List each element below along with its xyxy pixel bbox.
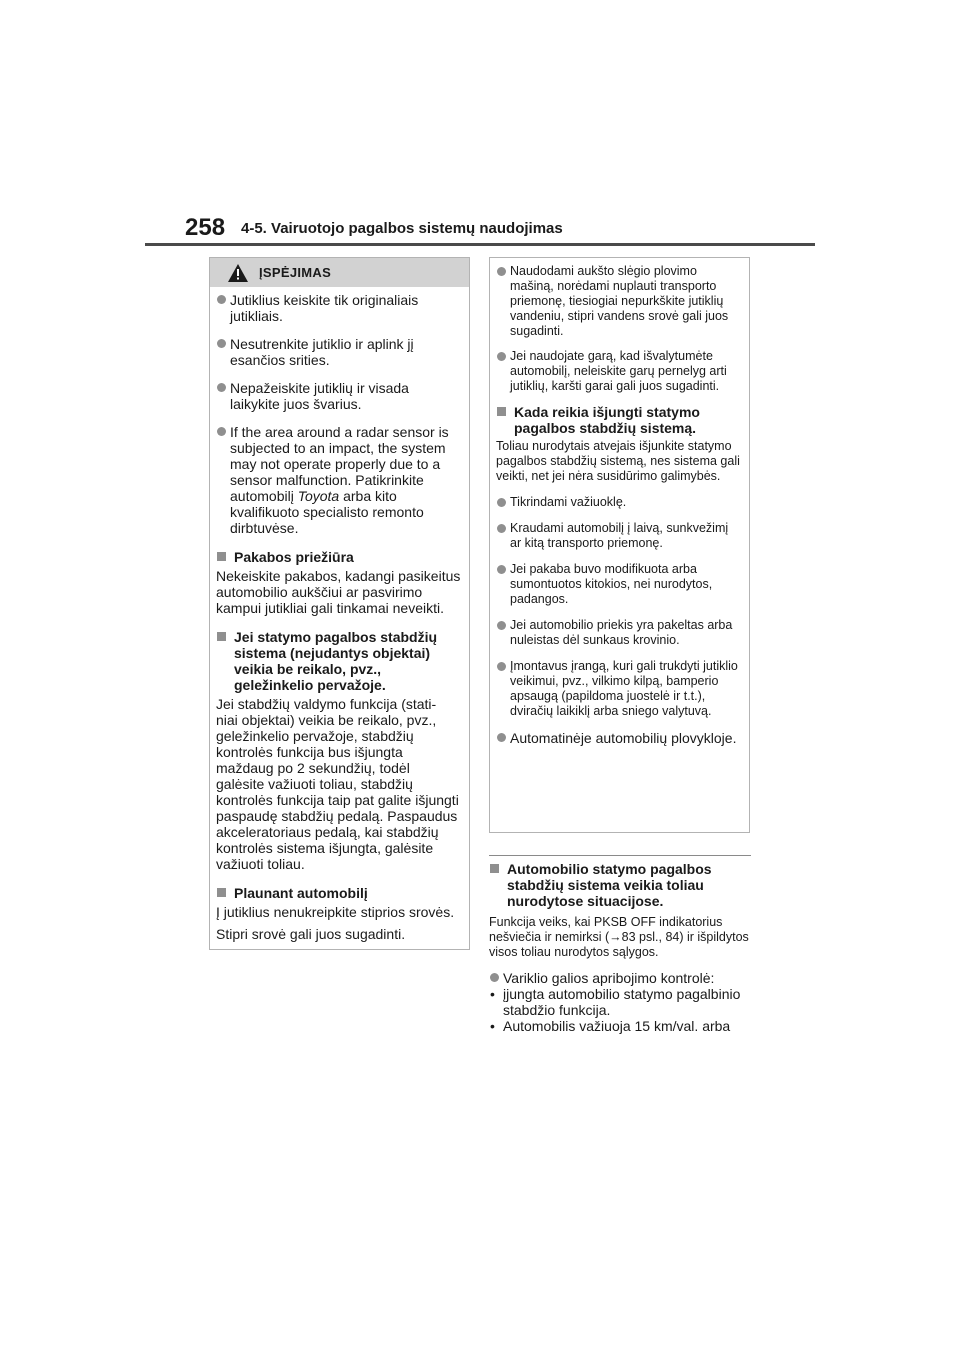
list-item: Jei naudojate garą, kad išvalytumėte automobilį, neleiskite garų pernelyg arti jutiklių, karšti garai gali juos sugadinti. — [496, 349, 741, 394]
list-item: Nesutrenkite jutiklio ir aplink jį esančios srities. — [216, 336, 461, 368]
bullet-dot — [497, 267, 506, 276]
warning-triangle-icon — [228, 264, 248, 282]
subsection-heading: Pakabos priežiūra — [216, 549, 461, 565]
bullet-dot — [217, 427, 226, 436]
square-bullet — [497, 407, 506, 416]
operating-conditions-section — [489, 855, 751, 1034]
page-number: 258 — [185, 214, 226, 241]
list-item: Tikrindami važiuoklę. — [496, 495, 741, 510]
paragraph: Jei stabdžių valdymo funkcija (stati- niai objektai) veikia be reikalo, pvz., geležinkelio pervažoje, stabdžių kontrolės funkcija bus išjungta maždaug po 2 sekundžių, todėl galėsite važiuoti toliau, stabdžių kontrolės funkcija taip pat galite išjungti paspaudę stabdžių pedalą. Paspaudus akceleratoriaus pedalą, kai stabdžių kontrolės sistema išjungta, galėsite važiuoti toliau. — [216, 696, 459, 872]
square-bullet — [217, 888, 226, 897]
bullet-dot — [490, 973, 499, 982]
square-bullet — [217, 632, 226, 641]
bullet-dot — [497, 524, 506, 533]
bullet-dot — [497, 498, 506, 507]
bullet-dot — [497, 662, 506, 671]
warning-header — [210, 258, 469, 287]
subsection-heading: Automobilio statymo pagalbos stabdžių sistema veikia toliau nurodytose situacijose. — [489, 861, 751, 909]
paragraph: Funkcija veiks, kai PKSB OFF indikatorius nešviečia ir nemirksi (→83 psl., 84) ir išpildytos visos toliau nurodytos sąlygos. — [489, 915, 749, 959]
header-rule — [145, 243, 815, 246]
subsection-heading: Jei statymo pagalbos stabdžių sistema (nejudantys objektai) veikia be reikalo, pvz., geležinkelio pervažoje. — [216, 629, 461, 693]
brand-name: Toyota — [297, 488, 340, 504]
warning-label: ĮSPĖJIMAS — [259, 265, 332, 280]
paragraph: Stipri srovė gali juos sugadinti. — [216, 926, 406, 942]
bullet-dot — [497, 565, 506, 574]
list-item: Kraudami automobilį į laivą, sunkvežimį ar kitą transporto priemonę. — [496, 521, 741, 551]
list-item: Variklio galios apribojimo kontrolė: — [489, 970, 751, 986]
subsection-heading: Kada reikia išjungti statymo pagalbos stabdžių sistemą. — [496, 404, 741, 436]
list-item: Automatinėje automobilių plovykloje. — [496, 730, 741, 746]
warning-box — [209, 257, 470, 950]
section-title: 4-5. Vairuotojo pagalbos sistemų naudojimas — [241, 220, 563, 237]
square-bullet — [490, 864, 499, 873]
list-item: Nepažeiskite jutiklių ir visada laikykite juos švarius. — [216, 380, 461, 412]
paragraph: Į jutiklius nenukreipkite stiprios srovės. — [216, 904, 455, 920]
bullet-dot — [217, 383, 226, 392]
bullet-dot — [497, 352, 506, 361]
list-item: Jei pakaba buvo modifikuota arba sumontuotos kitokios, nei nurodytos, padangos. — [496, 562, 741, 607]
page-header — [145, 215, 815, 245]
bullet-dot — [497, 621, 506, 630]
subsection-heading: Plaunant automobilį — [216, 885, 461, 901]
dash-item: • įjungta automobilio statymo pagalbinio stabdžio funkcija. — [490, 986, 741, 1018]
continued-box — [489, 257, 750, 833]
list-item: If the area around a radar sensor is subjected to an impact, the system may not operate properly due to a sensor malfunction. Patikrinkite automobilį Toyota arba kito kvalifikuoto specialisto remonto dirbtuvėse. — [216, 424, 461, 536]
list-item: Jutiklius keiskite tik originaliais jutikliais. — [216, 292, 461, 324]
bullet-dot — [497, 733, 506, 742]
list-item: Naudodami aukšto slėgio plovimo mašiną, norėdami nuplauti transporto priemonę, tiesiogiai nepurkškite jutiklių vandeniu, stipri vandens srovė gali juos sugadinti. — [496, 264, 741, 339]
list-item: Jei automobilio priekis yra pakeltas arba nuleistas dėl sunkaus krovinio. — [496, 618, 741, 648]
bullet-dot — [217, 339, 226, 348]
paragraph: Toliau nurodytais atvejais išjunkite statymo pagalbos stabdžių sistemą, nes sistema gali veikti, net jei nėra susidūrimo galimybės. — [496, 439, 740, 483]
dash-item: • Automobilis važiuoja 15 km/val. arba — [490, 1018, 731, 1034]
square-bullet — [217, 552, 226, 561]
list-item: Įmontavus įrangą, kuri gali trukdyti jutiklio veikimui, pvz., vilkimo kilpą, bamperio apsaugą (papildoma juostelė ir t.t.), dviračių laikiklį arba sniego valytuvą. — [496, 659, 741, 719]
paragraph: Nekeiskite pakabos, kadangi pasikeitus automobilio aukščiui ar pasvirimo kampui jutikliai gali tinkamai neveikti. — [216, 568, 461, 616]
bullet-dot — [217, 295, 226, 304]
section-divider — [489, 855, 751, 856]
